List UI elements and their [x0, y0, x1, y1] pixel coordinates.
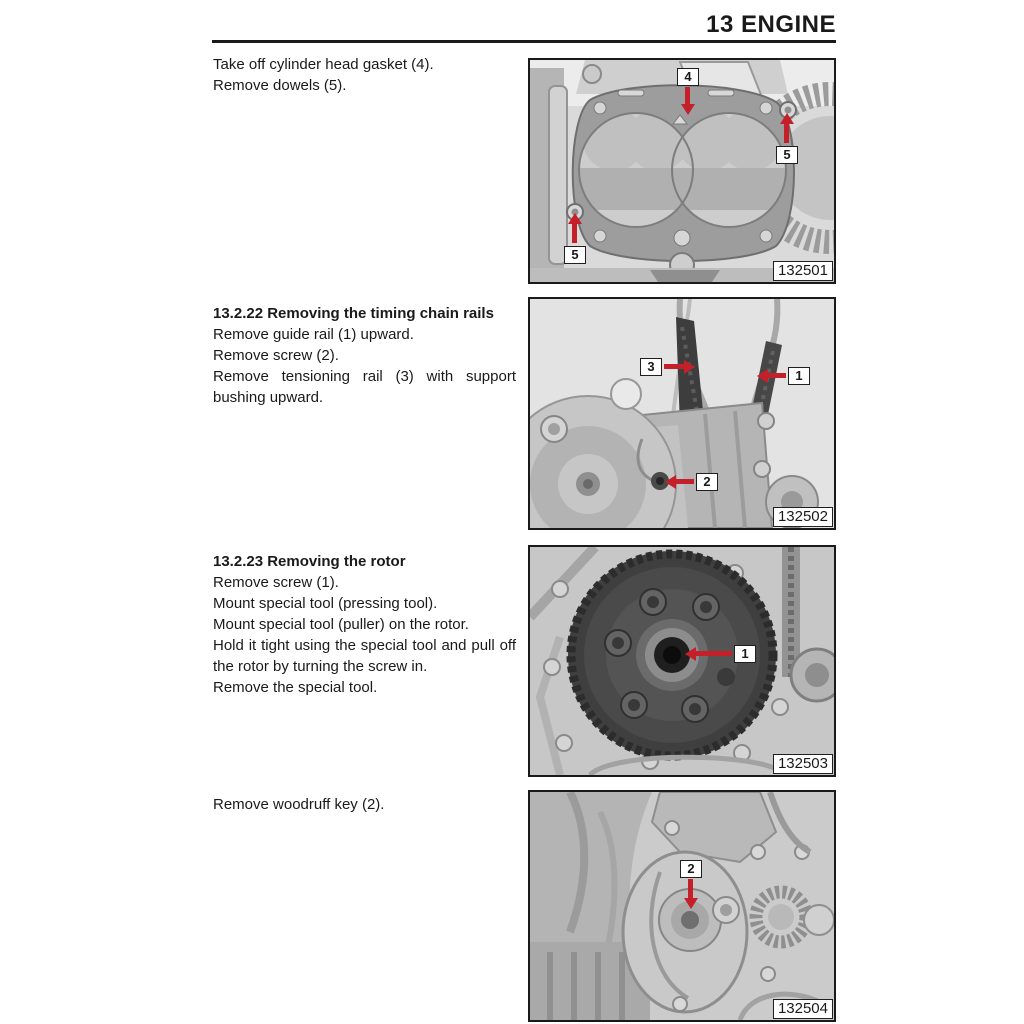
- instruction-line: Mount special tool (pressing tool).: [213, 595, 438, 612]
- timing-chain-rails-illustration: [530, 299, 834, 528]
- instruction-line: Remove screw (1).: [213, 574, 339, 591]
- section-heading: 13.2.23 Removing the rotor: [213, 553, 406, 570]
- instruction-line: Remove the special tool.: [213, 679, 378, 696]
- instructions-rotor: [213, 551, 516, 698]
- figure-number-badge: 132504: [773, 999, 833, 1019]
- instruction-line: Remove screw (2).: [213, 347, 339, 364]
- instructions-gasket: [213, 54, 516, 96]
- callout-label-2: 2: [696, 473, 718, 491]
- callout-arrow-up-icon: [784, 124, 789, 143]
- figure-132504: [528, 790, 836, 1022]
- callout-arrow-up-icon: [572, 224, 577, 243]
- figure-132502: [528, 297, 836, 530]
- callout-arrow-left-icon: [696, 651, 732, 656]
- callout-label-5-bottom: 5: [564, 246, 586, 264]
- callout-arrow-right-icon: [664, 364, 684, 369]
- figure-132503: [528, 545, 836, 777]
- callout-arrow-down-icon: [688, 879, 693, 898]
- page-title: 13 ENGINE: [706, 11, 836, 38]
- callout-label-4: 4: [677, 68, 699, 86]
- callout-label-1: 1: [734, 645, 756, 663]
- callout-label-3: 3: [640, 358, 662, 376]
- section-heading: 13.2.22 Removing the timing chain rails: [213, 305, 494, 322]
- instruction-line: Remove dowels (5).: [213, 77, 347, 94]
- woodruff-key-illustration: [530, 792, 834, 1020]
- callout-label-1: 1: [788, 367, 810, 385]
- instruction-line: Remove woodruff key (2).: [213, 796, 385, 813]
- figure-132501: [528, 58, 836, 284]
- figure-number-badge: 132503: [773, 754, 833, 774]
- callout-label-5-right: 5: [776, 146, 798, 164]
- figure-number-badge: 132502: [773, 507, 833, 527]
- callout-arrow-down-icon: [685, 87, 690, 104]
- header-rule: [212, 40, 836, 43]
- instructions-woodruff-key: [213, 794, 516, 815]
- instruction-line: Hold it tight using the special tool and pull off the rotor by turning the screw in.: [213, 637, 516, 675]
- instruction-line: Take off cylinder head gasket (4).: [213, 56, 434, 73]
- instructions-timing-chain-rails: [213, 303, 516, 408]
- callout-label-2: 2: [680, 860, 702, 878]
- instruction-line: Mount special tool (puller) on the rotor.: [213, 616, 469, 633]
- instruction-line: Remove tensioning rail (3) with support bushing upward.: [213, 368, 516, 406]
- figure-number-badge: 132501: [773, 261, 833, 281]
- instruction-line: Remove guide rail (1) upward.: [213, 326, 414, 343]
- callout-arrow-left-icon: [768, 373, 786, 378]
- callout-arrow-left-icon: [676, 479, 694, 484]
- rotor-illustration: [530, 547, 834, 775]
